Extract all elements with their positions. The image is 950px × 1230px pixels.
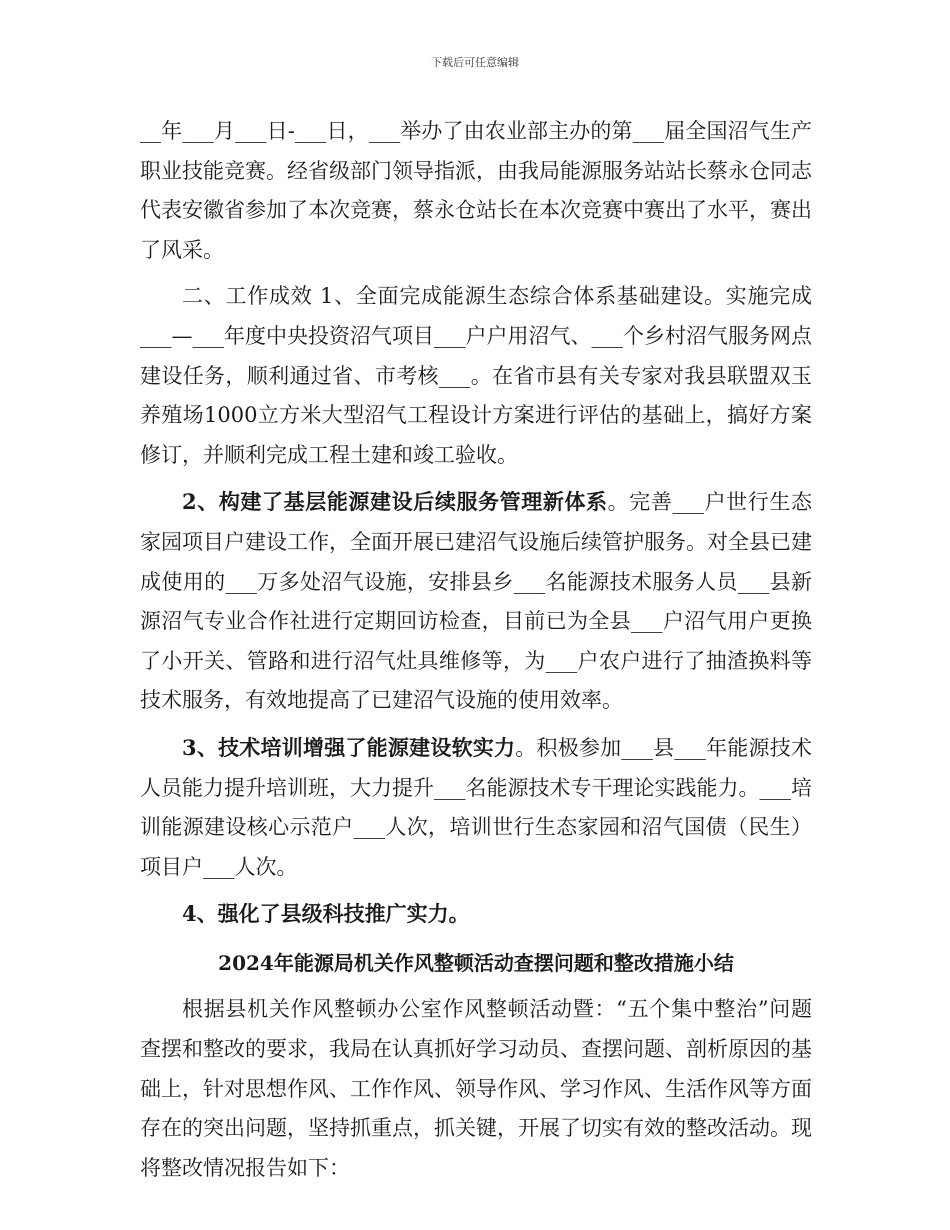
paragraph-intro: 根据县机关作风整顿办公室作风整顿活动暨：“五个集中整治”问题查摆和整改的要求，我局在认真抓好学习动员、查摆问题、剖析原因的基础上，针对思想作风、工作作风、领导作风、学习作风、生活作风等方面存在的突出问题，坚持抓重点，抓关键，开展了切实有效的整改活动。现将整改情况报告如下： xyxy=(140,997,812,1180)
paragraph-achievements: 二、工作成效 1、全面完成能源生态综合体系基础建设。实施完成___—___年度中央投资沼气项目___户户用沼气、___个乡村沼气服务网点建设任务，顺利通过省、市考核___。在省市县有关专家对我县联盟双玉养殖场1000立方米大型沼气工程设计方案进行评估的基础上，搞好方案修订，并顺利完成工程土建和竣工验收。 xyxy=(140,284,812,467)
section-heading-3: 3、技术培训增强了能源建设软实力 xyxy=(182,734,516,760)
page-header: 下载后可任意编辑 xyxy=(431,56,519,69)
paragraph-service-system xyxy=(140,482,812,721)
section-heading-2: 2、构建了基层能源建设后续服务管理新体系 xyxy=(182,489,608,515)
paragraph-body: 。完善___户世行生态家园项目户建设工作，全面开展已建沼气设施后续管护服务。对全县已建成使用的___万多处沼气设施，安排县乡___名能源技术服务人员___县新源沼气专业合作社进行定期回访检查，目前已为全县___户沼气用户更换了小开关、管路和进行沼气灶具维修等，为___户农户进行了抽渣换料等技术服务，有效地提高了已建沼气设施的使用效率。 xyxy=(140,490,812,713)
paragraph-body: 。积极参加___县___年能源技术人员能力提升培训班，大力提升___名能源技术专干理论实践能力。___培训能源建设核心示范户___人次，培训世行生态家园和沼气国债（民生）项目户___人次。 xyxy=(140,735,812,879)
section-heading-4: 4、强化了县级科技推广实力。 xyxy=(182,901,470,927)
document-body xyxy=(140,112,812,1188)
paragraph-training xyxy=(140,728,812,887)
paragraph-competition: __年___月___日-___日，___举办了由农业部主办的第___届全国沼气生产职业技能竞赛。经省级部门领导指派，由我局能源服务站站长蔡永仓同志代表安徽省参加了本次竞赛，蔡永仓站长在本次竞赛中赛出了水平，赛出了风采。 xyxy=(140,119,812,262)
document-title: 2024年能源局机关作风整顿活动查摆问题和整改措施小结 xyxy=(218,950,734,975)
